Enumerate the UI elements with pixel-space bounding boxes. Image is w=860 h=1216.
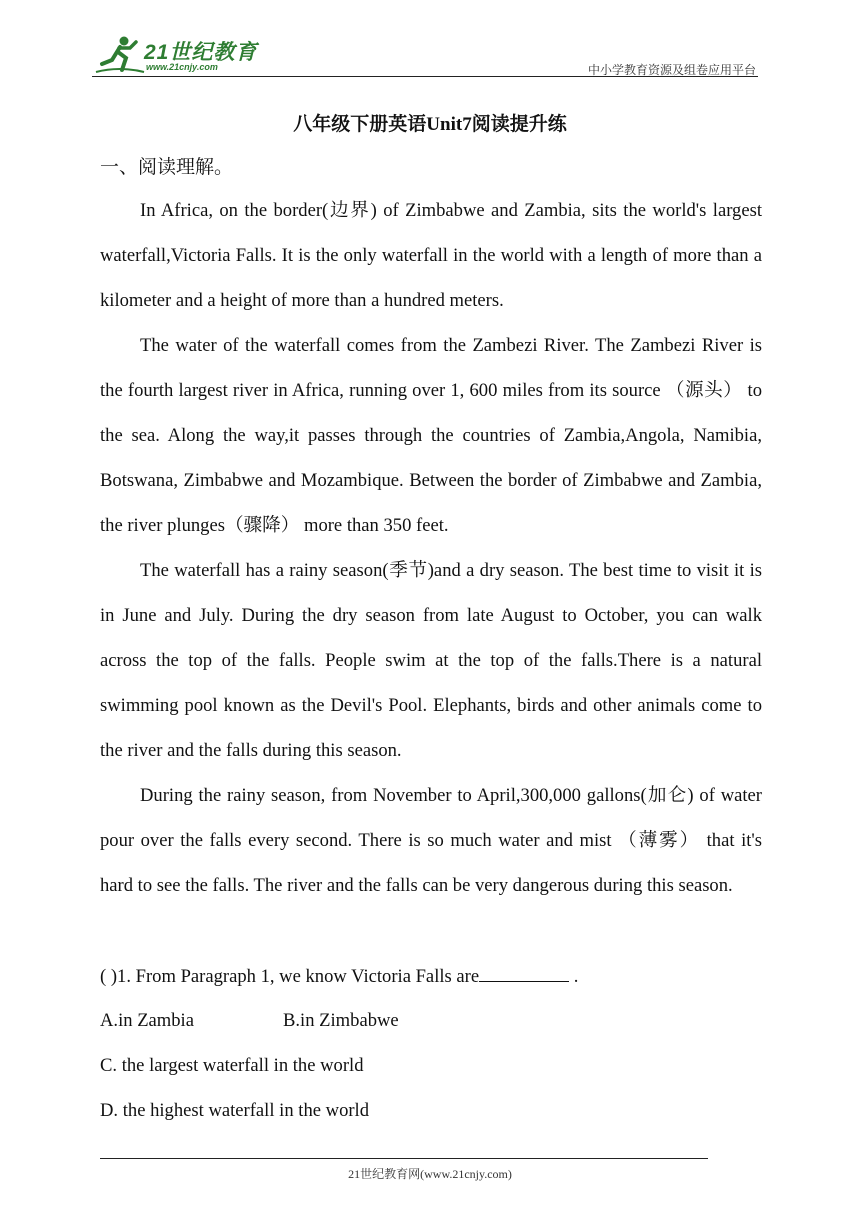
runner-icon bbox=[94, 34, 146, 76]
header-platform-text: 中小学教育资源及组卷应用平台 bbox=[587, 63, 756, 77]
logo-text: 21世纪教育 bbox=[144, 41, 258, 64]
footer-divider bbox=[100, 1158, 708, 1159]
paragraph-2: The water of the waterfall comes from the Zambezi River. The Zambezi River is the fourth largest river in Africa, running over 1, 600 miles from its source （源头） to the sea. Along the way,it passes through the countries of Zambia,Angola, Namibia, Botswana, Zimbabwe and Mozambique. Between the border of Zimbabwe and Zambia, the river plunges（骤降） more than 350 feet. bbox=[100, 335, 762, 536]
option-d: D. the highest waterfall in the world bbox=[100, 1100, 370, 1121]
footer-text: 21世纪教育网(www.21cnjy.com) bbox=[348, 1167, 512, 1181]
option-c: C. the largest waterfall in the world bbox=[100, 1055, 364, 1076]
question-1-end: . bbox=[569, 966, 579, 987]
page-header bbox=[92, 30, 758, 78]
header-divider bbox=[92, 76, 758, 77]
reading-passage bbox=[100, 188, 762, 908]
paragraph-1: In Africa, on the border(边界) of Zimbabwe and Zambia, sits the world's largest waterfall,Victoria Falls. It is the only waterfall in the world with a length of more than a kilometer and a height of more than a hundred meters. bbox=[100, 200, 762, 311]
question-1 bbox=[100, 965, 578, 988]
option-b: B.in Zimbabwe bbox=[283, 1010, 399, 1031]
answer-blank[interactable] bbox=[479, 965, 569, 982]
logo-url: www.21cnjy.com bbox=[146, 62, 218, 72]
site-logo bbox=[94, 34, 264, 76]
document-title: 八年级下册英语Unit7阅读提升练 bbox=[293, 114, 567, 135]
paragraph-3: The waterfall has a rainy season(季节)and a dry season. The best time to visit it is in June and July. During the dry season from late August to October, you can walk across the top of the falls. People swim at the top of the falls.There is a natural swimming pool known as the Devil's Pool. Elephants, birds and other animals come to the river and the falls during this season. bbox=[100, 560, 762, 761]
question-1-text: ( )1. From Paragraph 1, we know Victoria Falls are bbox=[100, 966, 480, 987]
option-a: A.in Zambia bbox=[100, 1010, 194, 1031]
section-heading: 一、阅读理解。 bbox=[100, 157, 234, 178]
paragraph-4: During the rainy season, from November to April,300,000 gallons(加仑) of water pour over the falls every second. There is so much water and mist （薄雾） that it's hard to see the falls. The river and the falls can be very dangerous during this season. bbox=[100, 785, 762, 896]
